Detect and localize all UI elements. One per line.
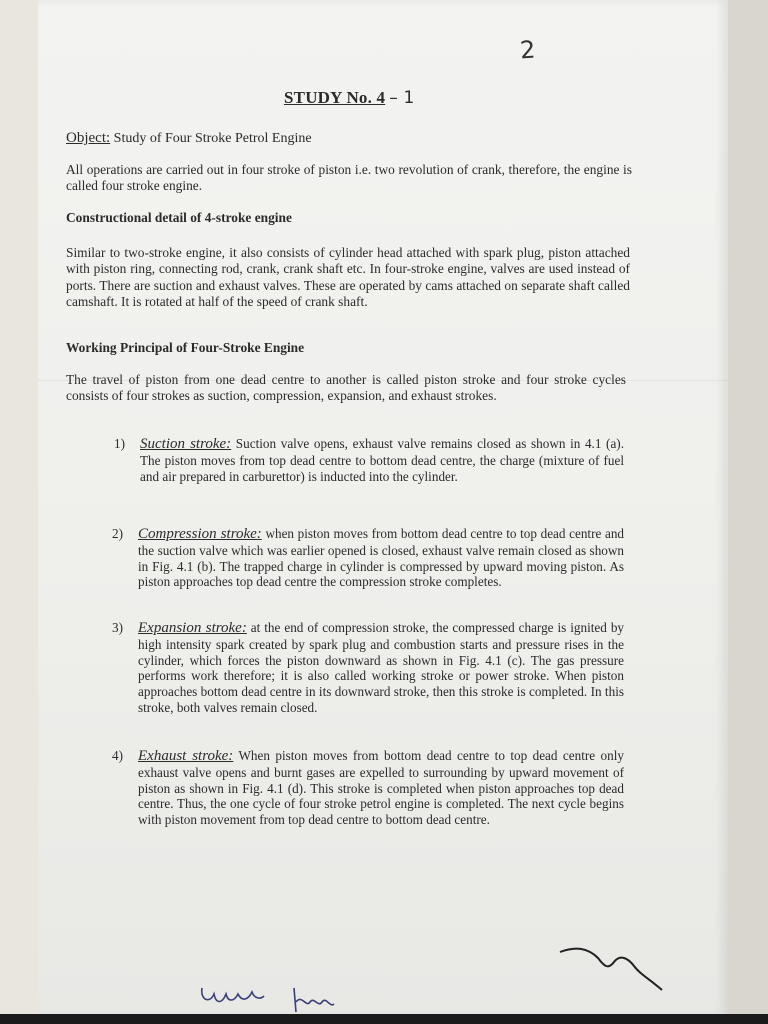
object-line [66, 130, 312, 147]
background-left [0, 0, 40, 1024]
object-text: Study of Four Stroke Petrol Engine [110, 131, 312, 146]
constructional-paragraph: Similar to two-stroke engine, it also consists of cylinder head attached with spark plug, piston attached with piston ring, connecting rod, crank, crank shaft etc. In four-stroke engine, valves are used instead of ports. There are suction and exhaust valves. These are operated by cams attached on separate shaft called camshaft. It is rotated at half of the speed of crank shaft. [66, 245, 630, 310]
stroke-term: Exhaust stroke: [138, 748, 234, 764]
stroke-number: 1) [114, 436, 125, 451]
stroke-term: Suction stroke: [140, 436, 232, 452]
title-handwritten-suffix: – 1 [389, 88, 415, 108]
stroke-number: 4) [112, 748, 123, 763]
document-page [38, 0, 728, 1018]
signature-scribble-right [558, 940, 668, 1000]
working-paragraph: The travel of piston from one dead centre to another is called piston stroke and four stroke cycles consists of four strokes as suction, compression, expansion, and exhaust strokes. [66, 372, 626, 404]
stroke-item-expansion [112, 620, 625, 716]
constructional-heading: Constructional detail of 4-stroke engine [66, 210, 292, 225]
stroke-text: When piston moves from bottom dead centre to top dead centre only exhaust valve opens and burnt gases are expelled to surrounding by upward movement of piston as shown in Fig. 4.1 (d). This stroke is completed when piston approaches top dead centre. Thus, the one cycle of four stroke petrol engine is completed. The next cycle begins with piston movement from top dead centre to bottom dead centre. [138, 748, 624, 828]
stroke-text: at the end of compression stroke, the compressed charge is ignited by high intensity spark created by spark plug and combustion starts and pressure rises in the cylinder, which forces the piston downward as shown in Fig. 4.1 (c). The gas pressure performs work therefore; it is also called working stroke or power stroke. When piston approaches bottom dead centre in its downward stroke, then this stroke is completed. In this stroke, both valves remain closed. [138, 620, 625, 715]
page-number: 2 [519, 35, 537, 65]
stroke-text: when piston moves from bottom dead centre to top dead centre and the suction valve which was earlier opened is closed, exhaust valve remain closed as shown in Fig. 4.1 (b). The trapped charge in cylinder is compressed by upward moving piston. As piston approaches top dead centre the compression stroke completes. [138, 526, 625, 590]
background-right [723, 0, 768, 1024]
stroke-text: Suction valve opens, exhaust valve remains closed as shown in 4.1 (a). The piston moves from top dead centre to bottom dead centre, the charge (mixture of fuel and air prepared in carburettor) is inducted into the cylinder. [140, 436, 624, 484]
intro-paragraph: All operations are carried out in four stroke of piston i.e. two revolution of crank, therefore, the engine is called four stroke engine. [66, 162, 632, 194]
title-text: STUDY No. 4 [284, 88, 386, 107]
stroke-number: 3) [112, 620, 123, 635]
signature-scribble-left [198, 978, 268, 1014]
object-label: Object: [66, 130, 111, 146]
stroke-number: 2) [112, 526, 123, 541]
stroke-term: Expansion stroke: [138, 620, 247, 636]
signature-scribble-center [288, 984, 338, 1018]
page-title [284, 88, 415, 108]
stroke-item-compression [112, 526, 625, 590]
working-heading: Working Principal of Four-Stroke Engine [66, 340, 305, 355]
stroke-item-exhaust [112, 748, 624, 828]
stroke-item-suction [114, 436, 624, 484]
background-bottom [0, 1014, 768, 1024]
stroke-term: Compression stroke: [138, 526, 262, 542]
